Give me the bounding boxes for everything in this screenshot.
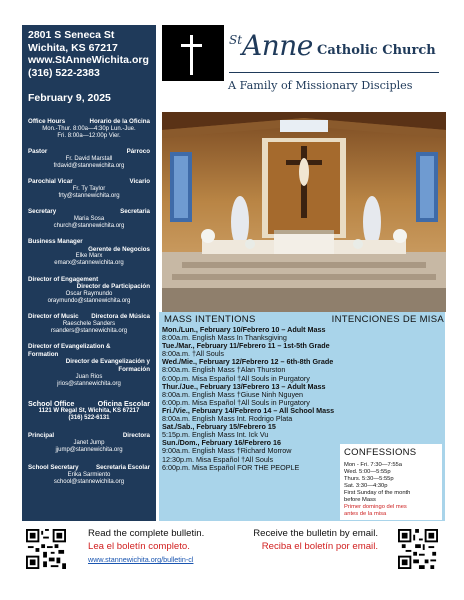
sanctuary-illustration: [162, 112, 446, 312]
mass-day-heading: Wed./Mie., February 12/Febrero 12 – 6th-8th Grade: [162, 357, 334, 367]
school-office-section: [28, 400, 150, 422]
mass-intention-item: 12:30p.m. Misa Español †All Souls: [162, 454, 274, 464]
music-label-es: Directora de Música: [91, 313, 150, 321]
engagement-email: oraymundo@stannewichita.org: [47, 297, 131, 304]
school-office-label-es: Oficina Escolar: [97, 398, 150, 408]
cross-icon: [190, 35, 193, 75]
vicar-label: Parochial Vicar: [28, 178, 73, 185]
business-manager-name: Elke Marx: [75, 253, 103, 260]
evangelization-label-es: Formación: [118, 365, 150, 373]
music-label: Director of Music: [28, 313, 79, 321]
music-email: rsanders@stannewichita.org: [50, 327, 128, 334]
mass-intention-item: 8:00a.m. English Mass In Thanksgiving: [162, 333, 287, 343]
street-address: 2801 S Seneca St: [28, 29, 115, 41]
receive-bulletin-text: Receive the bulletin by email.: [253, 528, 378, 539]
bulletin-date: February 9, 2025: [28, 92, 111, 104]
secretary-name: Maria Sosa: [73, 215, 105, 222]
school-office-phone: (316) 522-6131: [68, 414, 110, 421]
school-secretary-email: school@stannewichita.org: [53, 478, 125, 485]
confessions-title: CONFESSIONS: [344, 447, 417, 458]
logo-st: St: [229, 33, 243, 47]
secretary-label-es: Secretaria: [120, 208, 150, 215]
confession-time: Thurs. 5:30—5:55p: [344, 476, 394, 482]
evangelization-label-es: Director de Evangelización y: [65, 358, 150, 366]
business-manager-label: Business Manager: [28, 238, 83, 245]
business-manager-label-es: Gerente de Negocios: [88, 245, 150, 253]
mass-intention-item: 6:00p.m. Misa Español FOR THE PEOPLE: [162, 462, 300, 472]
school-secretary-label-es: Secretaria Escolar: [95, 463, 150, 471]
confession-note-es: Primer domingo del mes: [344, 504, 407, 510]
vicar-name: Fr. Ty Taylor: [72, 185, 106, 192]
mass-intentions-header: [164, 314, 444, 325]
evangelization-name: Juan Rios: [75, 373, 103, 380]
contact-sidebar: [22, 25, 156, 521]
bulletin-link[interactable]: www.stannewichita.org/bulletin-cl: [88, 555, 194, 564]
confessions-box: [340, 444, 442, 520]
mass-day-heading: Sun./Dom., February 16/Febrero 16: [162, 438, 282, 448]
music-section: [28, 313, 150, 335]
engagement-section: [28, 276, 150, 306]
mass-intention-item: 5:15p.m. English Mass Int. Ick Vu: [162, 430, 269, 440]
mass-intention-item: 8:00a.m. English Mass Int. Rodrigo Plata: [162, 414, 293, 424]
business-manager-email: emarx@stannewichita.org: [54, 260, 124, 267]
confession-time: Wed. 5:00—5:55p: [344, 469, 391, 475]
mass-intention-item: 8:00a.m. English Mass †Giuse Ninh Nguyen: [162, 389, 304, 399]
business-manager-section: [28, 238, 150, 268]
bulletin-qr-code[interactable]: [26, 529, 66, 569]
office-hours-heading: Office Hours: [28, 118, 66, 125]
mass-day-heading: Thur./Jue., February 13/Febrero 13 – Adult Mass: [162, 381, 326, 391]
office-hours-section: [28, 118, 150, 140]
logo-anne: Anne: [242, 29, 313, 62]
mass-day-heading: Tue./Mar., February 11/Febrero 11 – 1st-5th Grade: [162, 341, 330, 351]
mass-intention-item: 6:00p.m. Misa Español †All Souls in Purgatory: [162, 397, 310, 407]
qr-code-icon: [26, 529, 66, 569]
bulletin-footer: [88, 527, 378, 564]
secretary-email: church@stannewichita.org: [53, 222, 125, 229]
pastor-section: [28, 148, 150, 170]
pastor-name: Fr. David Marstall: [65, 155, 113, 162]
phone-number: (316) 522-2383: [28, 66, 100, 79]
vicar-section: [28, 178, 150, 200]
mass-intention-item: 6:00p.m. Misa Español †All Souls in Purgatory: [162, 373, 310, 383]
cross-logo: [162, 25, 224, 81]
pastor-label-es: Párroco: [126, 148, 150, 155]
logo-catholic-church: Catholic Church: [317, 43, 436, 58]
office-hours-line: Fri. 8:00a—12:00p Vier.: [57, 132, 121, 139]
music-name: Raeschele Sanders: [62, 320, 116, 327]
pastor-email: frdavid@stannewichita.org: [53, 162, 125, 169]
principal-section: [28, 432, 150, 454]
receive-bulletin-text-es: Reciba el boletín por email.: [261, 541, 378, 552]
principal-email: jjump@stannewichita.org: [55, 446, 123, 453]
qr-code-icon: [398, 529, 438, 569]
read-bulletin-text-es: Lea el boletín completo.: [88, 541, 190, 552]
pastor-label: Pastor: [28, 148, 48, 155]
mass-intentions-title-es: INTENCIONES DE MISA: [331, 314, 444, 325]
mass-day-heading: Mon./Lun., February 10/Febrero 10 – Adult Mass: [162, 325, 326, 334]
confession-note-es: antes de la misa: [344, 511, 387, 517]
confession-note: First Sunday of the month: [344, 490, 411, 496]
address-block: [28, 29, 150, 79]
city-state: Wichita, KS 67217: [28, 41, 118, 54]
principal-label-es: Directora: [122, 431, 150, 439]
secretary-label: Secretary: [28, 208, 57, 215]
vicar-email: frty@stannewichita.org: [58, 192, 120, 199]
principal-label: Principal: [28, 431, 55, 439]
website-text: www.StAnneWichita.org: [28, 54, 149, 66]
secretary-section: [28, 208, 150, 230]
evangelization-label: Director of Evangelization &: [28, 343, 111, 351]
confession-note: before Mass: [344, 497, 376, 503]
engagement-label: Director of Engagement: [28, 275, 99, 283]
logo-divider: [229, 72, 439, 73]
evangelization-email: jrios@stannewichita.org: [57, 380, 121, 387]
church-interior-photo: [162, 112, 446, 312]
school-secretary-name: Erika Sarmiento: [67, 471, 111, 478]
evangelization-section: [28, 343, 150, 388]
office-hours-heading-es: Horario de la Oficina: [89, 118, 150, 125]
evangelization-label: Formation: [28, 350, 59, 358]
school-office-label: School Office: [28, 398, 75, 408]
mass-day-heading: Sat./Sab., February 15/Febrero 15: [162, 422, 276, 432]
mass-day-heading: Fri./Vie., February 14/Febrero 14 – All School Mass: [162, 405, 335, 415]
mass-intentions-title: MASS INTENTIONS: [164, 314, 256, 325]
church-tagline: A Family of Missionary Disciples: [228, 79, 413, 92]
church-logo-wordmark: [229, 27, 439, 77]
school-secretary-section: [28, 464, 150, 486]
school-office-address: 1121 W Regal St, Wichita, KS 67217: [38, 407, 140, 414]
read-bulletin-text: Read the complete bulletin.: [88, 528, 205, 539]
vicar-label-es: Vicario: [129, 178, 150, 185]
confession-time: Sat. 3:30—4:30p: [344, 483, 388, 489]
principal-name: Janet Jump: [73, 439, 105, 446]
engagement-label-es: Director de Participación: [76, 283, 150, 291]
mass-intention-item: 8:00a.m. †All Souls: [162, 349, 224, 359]
mass-intention-item: 8:00a.m. English Mass †Alan Thurston: [162, 365, 286, 375]
mass-intention-item: 9:00a.m. English Mass †Richard Morrow: [162, 446, 292, 456]
confession-time: Mon - Fri. 7:30—7:55a: [344, 462, 402, 468]
school-secretary-label: School Secretary: [28, 463, 79, 471]
engagement-name: Oscar Raymundo: [65, 290, 113, 297]
office-hours-line: Mon.-Thur. 8:00a—4:30p Lun.-Jue.: [42, 125, 136, 132]
email-signup-qr-code[interactable]: [398, 529, 438, 569]
